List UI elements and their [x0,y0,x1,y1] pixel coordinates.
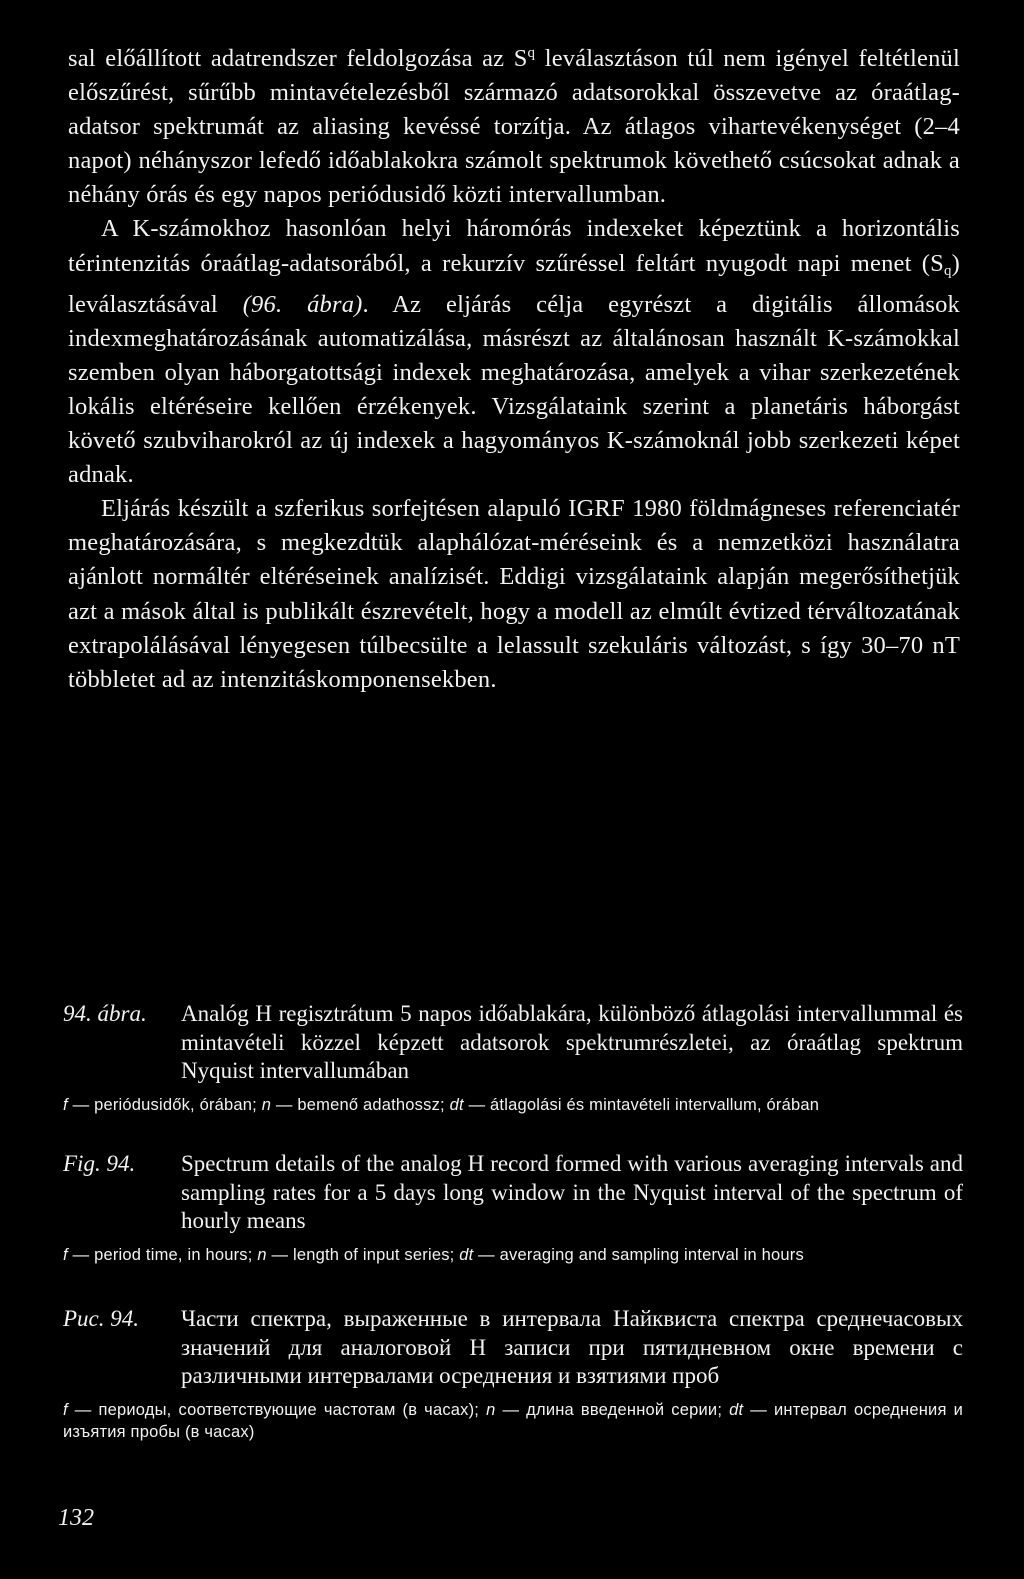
legend-symbol-f: f [63,1400,68,1419]
caption-legend [63,1244,963,1266]
paragraph-2-text: A K-számokhoz hasonlóan helyi háromórás indexeket képeztünk a horizontális térintenzitás óraátlag-adatsorából, a rekurzív szűréssel feltárt nyugodt napi menet (S [68,215,960,277]
paragraph-2 [68,212,960,492]
legend-symbol-dt: dt [459,1245,474,1264]
paragraph-1-text-cont: leválasztáson túl nem igényel feltétlenül előszűrést, sűrűbb mintavételezésből származó adatsorokkal összevetve az óraátlag-adatsor spektrumát az aliasing kevéssé torzítja. Az átlagos vihartevékenységet (2–4 napot) néhányszor lefedő időablakokra számolt spektrumok követhető csúcsokat adnak a néhány órás és egy napos periódusidő közti intervallumban. [68,45,960,209]
legend-desc-n: — длина введенной серии; [495,1400,730,1419]
legend-desc-f: — period time, in hours; [67,1245,258,1264]
legend-desc-f: — periódusidők, órában; [67,1095,262,1114]
paragraph-2-text-rest: . Az eljárás célja egyrészt a digitális állomások indexmeghatározásának automatizálása, másrészt az általánosan használt K-számokkal szemben olyan háborgatottsági indexek meghatározása, amelyek a vihar szerkezetének lokális eltéréseire kellően érzékenyek. Vizsgálataink szerint a planetáris háborgást követő szubviharokról az új indexek a hagyományos K-számoknál jobb szerkezeti képet adnak. [68,290,961,489]
figure-reference: (96. ábra) [242,290,363,318]
caption-legend [63,1094,963,1116]
legend-desc-n: — bemenő adathossz; [271,1095,450,1114]
legend-desc-dt: — интервал осреднения и изъятия пробы (в часах) [63,1400,963,1441]
caption-hungarian [63,1000,963,1116]
legend-desc-dt: — átlagolási és mintavételi intervallum, órában [463,1095,820,1114]
caption-russian [63,1305,963,1443]
subscript-q: q [943,262,952,279]
caption-text: Части спектра, выраженные в интервала Найквиста спектра среднечасовых значений для аналоговой H записи при пятидневном окне времени с различными интервалами осреднения и взятиями проб [181,1306,963,1388]
caption-label: Fig. 94. [63,1151,136,1176]
body-text [68,36,960,697]
caption-label: 94. ábra. [63,1001,147,1026]
legend-symbol-n: n [257,1245,267,1264]
paragraph-2-text-cont: ) leválasztásával [68,249,960,318]
legend-symbol-dt: dt [449,1095,464,1114]
legend-symbol-n: n [261,1095,272,1114]
legend-symbol-n: n [486,1400,496,1419]
paragraph-3: Eljárás készült a szferikus sorfejtésen alapuló IGRF 1980 földmágneses referenciatér meghatározására, s megkezdtük alaphálózat-méréseink és a nemzetközi használatra ajánlott normáltér eltéréseinek analízisét. Eddigi vizsgálataink alapján megerősíthetjük azt a mások által is publikált észrevételt, hogy a modell az elmúlt évtized térváltozatának extrapolálásával lényegesen túlbecsülte a lelassult szekuláris változást, s így 30–70 nT többletet ad az intenzitáskomponensekben. [68,495,960,693]
page-number: 132 [58,1505,94,1531]
legend-symbol-dt: dt [729,1400,744,1419]
caption-label: Рис. 94. [63,1306,140,1331]
paragraph-1-text: sal előállított adatrendszer feldolgozása az S [68,45,528,72]
legend-symbol-f: f [63,1095,68,1114]
caption-text: Analóg H regisztrátum 5 napos időablakára, különböző átlagolási intervallummal és mintavételi közzel képzett adatsorok spektrumrészletei, az óraátlag spektrum Nyquist intervallumában [181,1001,963,1083]
legend-desc-dt: — averaging and sampling interval in hours [473,1245,804,1264]
superscript-q: q [527,45,536,61]
legend-symbol-f: f [63,1245,68,1264]
legend-desc-n: — length of input series; [266,1245,460,1264]
caption-english [63,1150,963,1266]
paragraph-1 [68,36,960,212]
caption-text: Spectrum details of the analog H record formed with various averaging intervals and sampling rates for a 5 days long window in the Nyquist interval of the spectrum of hourly means [181,1151,963,1233]
caption-legend [63,1399,963,1443]
legend-desc-f: — периоды, соответствующие частотам (в часах); [67,1400,487,1419]
